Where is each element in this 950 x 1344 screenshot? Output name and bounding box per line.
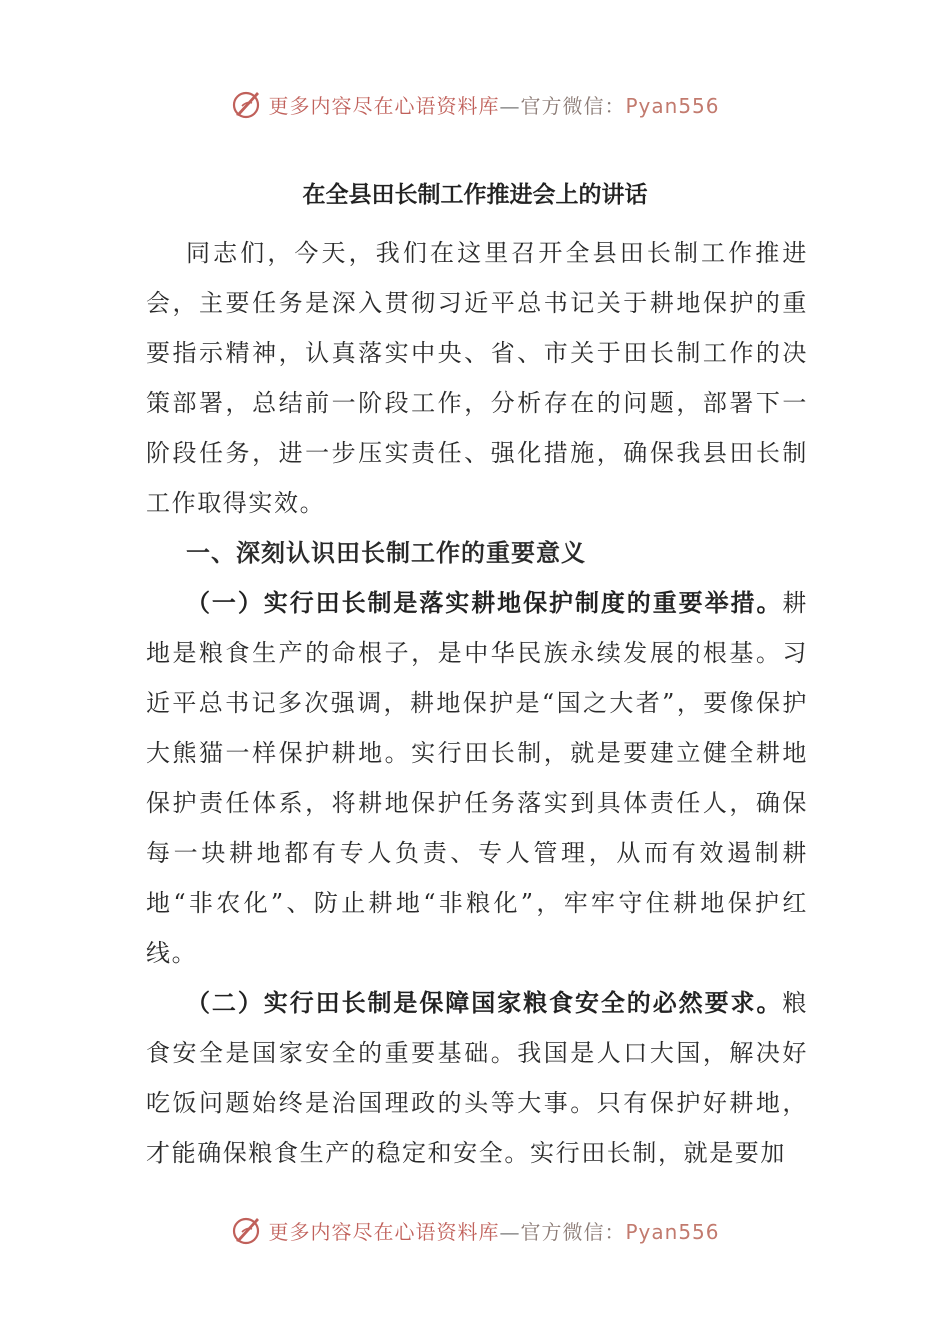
watermark-wechat-id: Pyan556 [625, 1219, 720, 1244]
point-lead-1: （一）实行田长制是落实耕地保护制度的重要举措。 [186, 589, 783, 617]
point-lead-2: （二）实行田长制是保障国家粮食安全的必然要求。 [186, 989, 783, 1017]
point-paragraph-2 [146, 978, 808, 1178]
document-title: 在全县田长制工作推进会上的讲话 [302, 182, 648, 208]
watermark-separator: — [499, 1219, 521, 1244]
watermark-banner-bottom [0, 1210, 950, 1250]
watermark-wechat-label: 官方微信： [520, 93, 626, 118]
point-body-1: 耕地是粮食生产的命根子，是中华民族永续发展的根基。习近平总书记多次强调，耕地保护是“国之大者”，要像保护大熊猫一样保护耕地。实行田长制，就是要建立健全耕地保护责任体系，将耕地保护任务落实到具体责任人，确保每一块耕地都有专人负责、专人管理，从而有效遏制耕地“非农化”、防止耕地“非粮化”，牢牢守住耕地保护红线。 [146, 589, 808, 967]
quill-pen-circle-icon [230, 87, 264, 121]
watermark-wechat-label: 官方微信： [520, 1219, 626, 1244]
watermark-banner-top [0, 84, 950, 124]
watermark-main: 更多内容尽在心语资料库 [268, 93, 500, 118]
quill-pen-circle-icon [230, 1213, 264, 1247]
watermark-wechat-id: Pyan556 [625, 93, 720, 118]
watermark-text [268, 1216, 719, 1245]
watermark-text [268, 90, 719, 119]
document-body [146, 228, 808, 1178]
watermark-separator: — [499, 93, 521, 118]
section-heading: 一、深刻认识田长制工作的重要意义 [186, 539, 586, 567]
watermark-main: 更多内容尽在心语资料库 [268, 1219, 500, 1244]
point-paragraph-1 [146, 578, 808, 978]
point-body-2: 粮食安全是国家安全的重要基础。我国是人口大国，解决好吃饭问题始终是治国理政的头等大事。只有保护好耕地，才能确保粮食生产的稳定和安全。实行田长制，就是要加 [146, 989, 808, 1167]
intro-paragraph: 同志们，今天，我们在这里召开全县田长制工作推进会，主要任务是深入贯彻习近平总书记关于耕地保护的重要指示精神，认真落实中央、省、市关于田长制工作的决策部署，总结前一阶段工作，分析存在的问题，部署下一阶段任务，进一步压实责任、强化措施，确保我县田长制工作取得实效。 [146, 239, 808, 517]
